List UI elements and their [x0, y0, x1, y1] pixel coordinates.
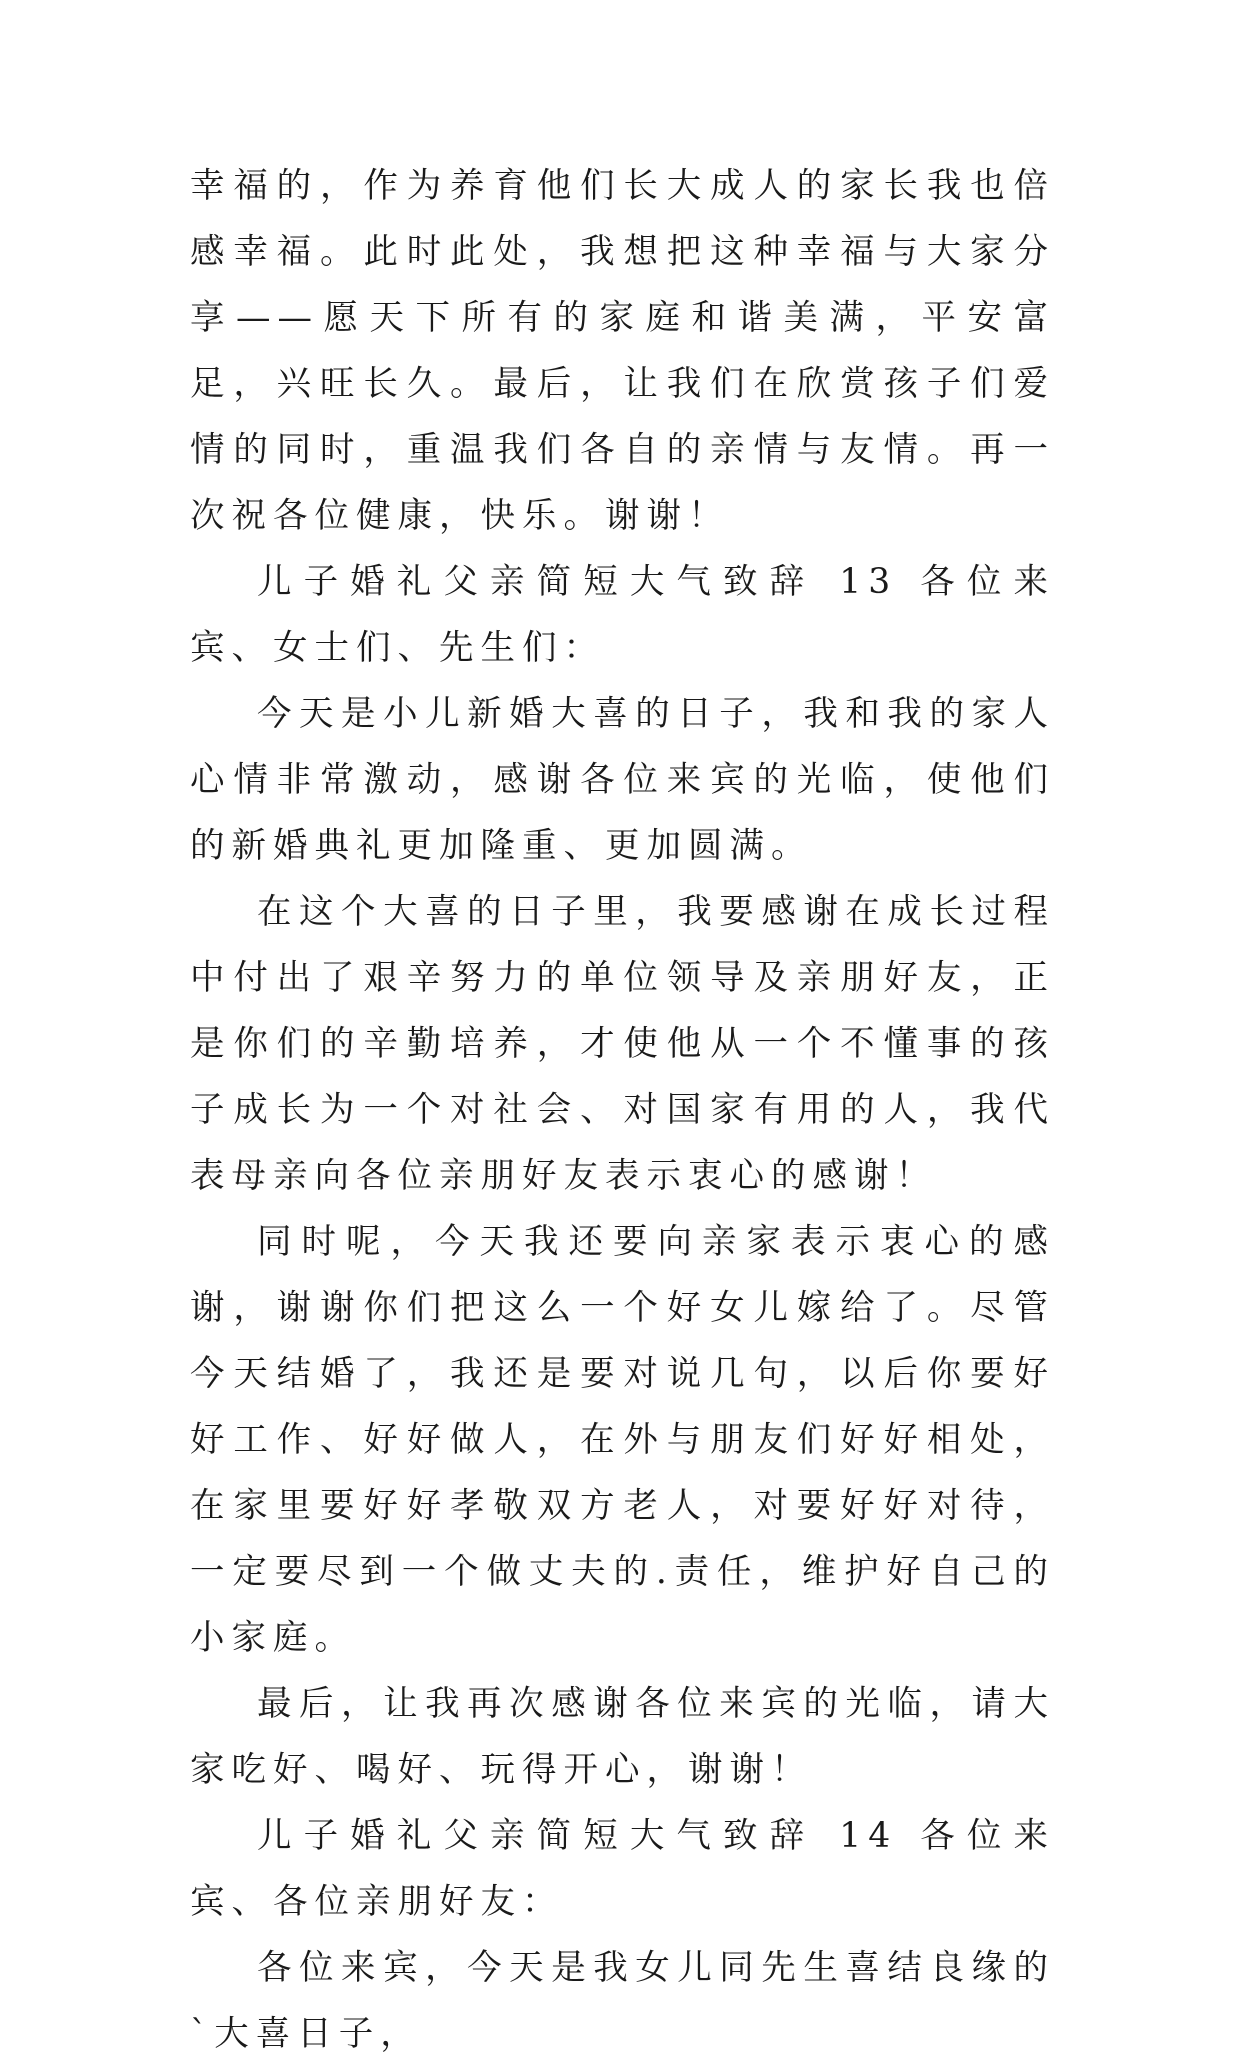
paragraph: 同时呢，今天我还要向亲家表示衷心的感谢，谢谢你们把这么一个好女儿嫁给了。尽管今天结婚了，我还是要对说几句，以后你要好好工作、好好做人，在外与朋友们好好相处，在家里要好好孝敬双方老人，对要好好对待，一定要尽到一个做丈夫的.责任，维护好自己的小家庭。 — [190, 1222, 1055, 1658]
paragraph: 在这个大喜的日子里，我要感谢在成长过程中付出了艰辛努力的单位领导及亲朋好友，正是你们的辛勤培养，才使他从一个不懂事的孩子成长为一个对社会、对国家有用的人，我代表母亲向各位亲朋好友表示衷心的感谢！ — [190, 892, 1055, 1196]
paragraph-speech-14-heading: 儿子婚礼父亲简短大气致辞 14 各位来宾、各位亲朋好友： — [190, 1816, 1055, 1922]
paragraph: 各位来宾，今天是我女儿同先生喜结良缘的`大喜日子， — [190, 1948, 1055, 2054]
paragraph: 最后，让我再次感谢各位来宾的光临，请大家吃好、喝好、玩得开心，谢谢！ — [190, 1684, 1055, 1790]
paragraph-speech-13-heading: 儿子婚礼父亲简短大气致辞 13 各位来宾、女士们、先生们： — [190, 562, 1055, 668]
paragraph-continued: 幸福的，作为养育他们长大成人的家长我也倍感幸福。此时此处，我想把这种幸福与大家分享——愿天下所有的家庭和谐美满，平安富足，兴旺长久。最后，让我们在欣赏孩子们爱情的同时，重温我们各自的亲情与友情。再一次祝各位健康，快乐。谢谢！ — [190, 166, 1055, 536]
document-body — [190, 153, 1055, 2067]
paragraph: 今天是小儿新婚大喜的日子，我和我的家人心情非常激动，感谢各位来宾的光临，使他们的新婚典礼更加隆重、更加圆满。 — [190, 694, 1055, 866]
